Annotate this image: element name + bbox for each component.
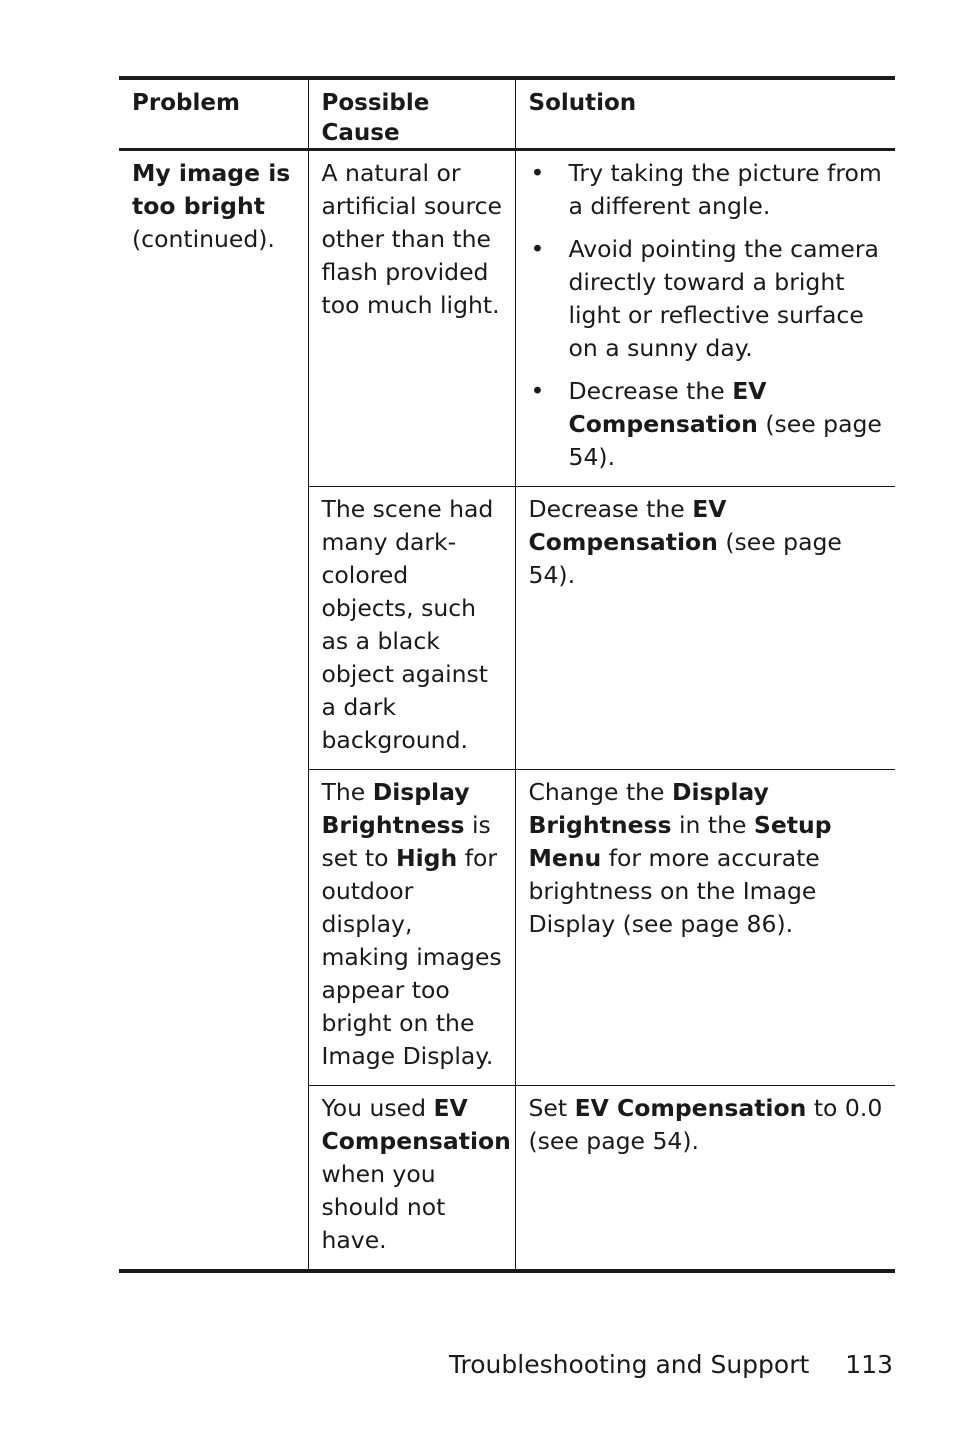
problem-continued: (continued). [132, 225, 275, 253]
solution-cell [515, 770, 895, 1086]
solution-bullet-item [529, 375, 886, 474]
bold-term: Setup Menu [528, 811, 832, 872]
bold-term: EV Compensation [321, 1094, 511, 1155]
bullet-icon: • [530, 235, 545, 263]
text-run: Decrease the [568, 377, 733, 405]
text-run: is set to [321, 811, 491, 872]
footer-section-title: Troubleshooting and Support [448, 1350, 810, 1379]
solution-cell [515, 1086, 895, 1272]
page-number: 113 [845, 1350, 893, 1379]
bullet-icon: • [530, 377, 545, 405]
text-run: when you should not have. [321, 1160, 446, 1254]
cause-cell [308, 150, 515, 487]
cause-cell [308, 487, 515, 770]
text-run: in the [671, 811, 754, 839]
solution-cell [515, 487, 895, 770]
bold-term: High [395, 844, 458, 872]
solution-bullet-list [529, 157, 886, 474]
troubleshooting-table [119, 76, 895, 1273]
text-run: for outdoor display, making images appear too bright on the Image Display. [321, 844, 502, 1070]
bold-term: EV Compensation [528, 495, 727, 556]
text-run: Decrease the [528, 495, 693, 523]
bullet-icon: • [530, 159, 545, 187]
text-run: Avoid pointing the camera directly toward a bright light or reflective surface on a sunny day. [568, 235, 879, 362]
header-problem: Problem [119, 78, 308, 150]
text-run: A natural or artificial source other than the flash provided too much light. [321, 159, 502, 319]
table-row [119, 150, 895, 487]
text-run: (see page 54). [568, 410, 882, 471]
solution-bullet-item [529, 233, 886, 365]
text-run: to 0.0 (see page 54). [528, 1094, 883, 1155]
text-run: The [321, 778, 373, 806]
text-run: Change the [528, 778, 672, 806]
bold-term: Display Brightness [528, 778, 769, 839]
bold-term: Display Brightness [321, 778, 470, 839]
text-run: for more accurate brightness on the Image Display (see page 86). [528, 844, 820, 938]
text-run: Try taking the picture from a different angle. [568, 159, 882, 220]
table-header-row [119, 78, 895, 150]
solution-cell [515, 150, 895, 487]
header-possible-cause: Possible Cause [308, 78, 515, 150]
text-run: You used [321, 1094, 434, 1122]
problem-title: My image is too bright [132, 159, 291, 220]
text-run: Set [528, 1094, 575, 1122]
bold-term: EV Compensation [574, 1094, 807, 1122]
problem-cell [119, 150, 308, 1272]
bold-term: EV Compensation [568, 377, 767, 438]
solution-bullet-item [529, 157, 886, 223]
cause-cell [308, 1086, 515, 1272]
text-run: (see page 54). [528, 528, 842, 589]
header-solution: Solution [515, 78, 895, 150]
text-run: The scene had many dark-colored objects, such as a black object against a dark background. [321, 495, 494, 754]
page-footer [0, 1348, 893, 1382]
cause-cell [308, 770, 515, 1086]
